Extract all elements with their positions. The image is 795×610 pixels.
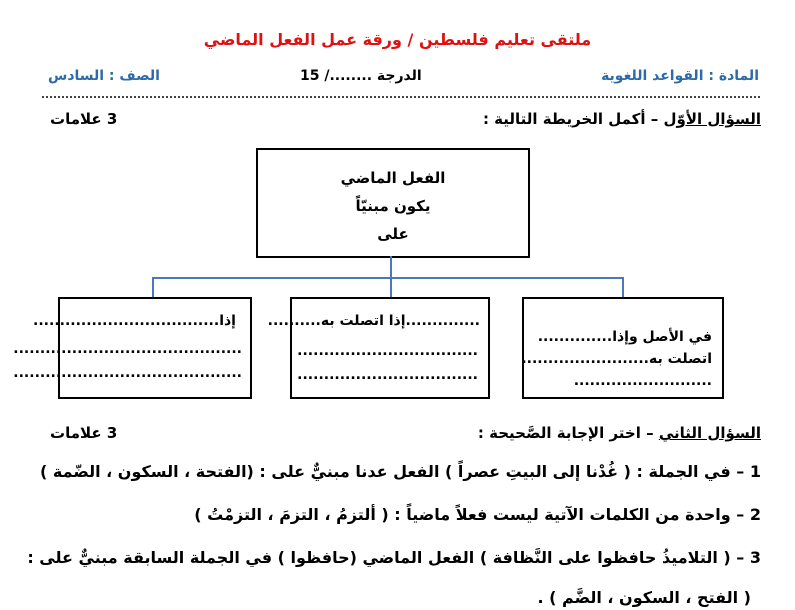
q2-heading: السؤال الثاني: [658, 424, 761, 442]
center-box: [256, 148, 530, 258]
middle-box-dots-3: ..................................: [297, 367, 478, 383]
right-box-label-1: في الأصل وإذا: [612, 329, 712, 345]
page-title: ملتقى تعليم فلسطين / ورقة عمل الفعل الماضي: [203, 30, 592, 49]
middle-box-label: إذا اتصلت به: [320, 313, 406, 329]
middle-box-line-1: [268, 313, 480, 329]
right-box-label-2: اتصلت به: [648, 351, 712, 367]
q2-item-3: 3 – ( التلاميذُ حافظوا على النَّظافة ) الفعل الماضي (حافظوا ) في الجملة السابقة مبنيٌّ على :: [27, 548, 761, 567]
q1-marks: 3 علامات: [50, 110, 118, 128]
right-box-line-1: [538, 329, 712, 345]
q2-item-3-options: ( الفتح ، السكون ، الضَّم ) .: [537, 588, 751, 607]
center-box-line-1: الفعل الماضي: [340, 169, 446, 187]
center-box-text: [258, 164, 528, 248]
left-box-label: إذا: [219, 313, 236, 329]
q2-item-1: 1 – في الجملة : ( غُدْنا إلى البيتِ عصراً ) الفعل عدنا مبنيٌّ على : (الفتحة ، السكون ، الضّمة ): [40, 462, 761, 481]
left-box-line-1: [33, 313, 236, 329]
right-box-dots-3: ..........................: [573, 373, 712, 389]
right-box-dots-2: ........................: [521, 351, 649, 367]
middle-box-dots-2: ..................................: [297, 343, 478, 359]
q2-title: [478, 424, 761, 442]
connector-right: [622, 277, 624, 298]
connector-vertical: [390, 256, 392, 278]
q2-marks: 3 علامات: [50, 424, 118, 442]
grade-score: الدرجة ......../ 15: [300, 68, 422, 84]
left-box-dots-2: ...........................................: [13, 341, 242, 357]
center-box-line-3: على: [377, 225, 409, 243]
middle-box: [267, 297, 490, 399]
left-box-dots-3: ...........................................: [13, 365, 242, 381]
middle-box-dots-1b: ..........: [267, 313, 321, 329]
q2-item-2: 2 – واحدة من الكلمات الآتية ليست فعلاً ماضياً : ( ألتزمُ ، التزمَ ، التزمْتُ ): [194, 505, 761, 524]
left-box: [13, 297, 252, 399]
right-box-line-2: [521, 351, 712, 367]
right-box-dots-1: ..............: [537, 329, 613, 345]
q2-instruction: – اختر الإجابة الصَّحيحة :: [477, 424, 654, 442]
q1-heading: السؤال الأوّل: [663, 110, 761, 128]
middle-box-dots-1: ..............: [405, 313, 480, 329]
q1-title: [483, 110, 761, 128]
left-box-dots-1: ...................................: [33, 313, 220, 329]
center-box-line-2: يكون مبنيّاً: [355, 197, 431, 215]
subject-label: المادة : القواعد اللغوية: [601, 68, 759, 84]
header-divider: [42, 96, 760, 98]
right-box: [522, 297, 724, 399]
class-label: الصف : السادس: [48, 68, 160, 84]
connector-horizontal: [152, 277, 624, 279]
q1-instruction: – أكمل الخريطة التالية :: [482, 110, 659, 128]
connector-left: [152, 277, 154, 298]
connector-middle: [390, 277, 392, 298]
